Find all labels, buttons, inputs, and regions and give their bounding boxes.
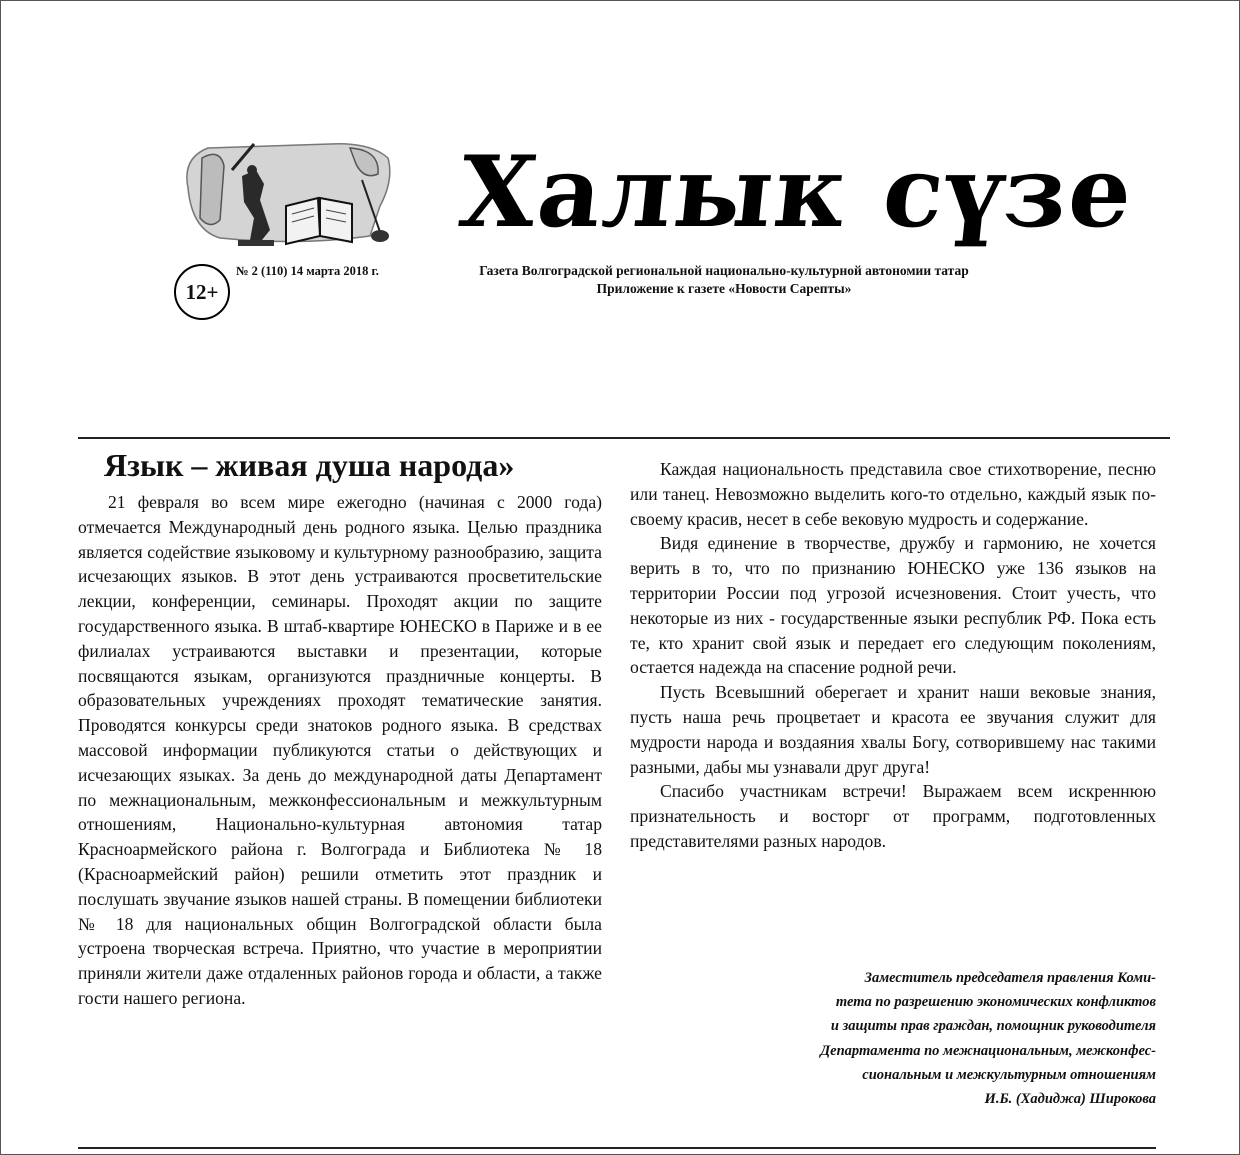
top-divider [78, 437, 1170, 439]
newspaper-title: Халык сүзе [454, 135, 1140, 250]
bottom-divider [78, 1147, 1156, 1149]
article-paragraph: Спасибо участникам встречи! Выражаем всем искреннюю признательность и восторг от программ, подготовленных представителями разных народов. [630, 781, 1156, 851]
article-paragraph: Пусть Всевышний оберегает и хранит наши вековые знания, пусть наша речь процветает и красота ее звучания служит для мудрости народа и воздаяния хвалы Богу, сотворившему нас такими разными, дабы мы узнавали друг друга! [630, 682, 1156, 777]
article-paragraph: Видя единение в творчестве, дружбу и гармонию, не хочется верить в то, что по признанию ЮНЕСКО уже 136 языков на территории России под угрозой исчезновения. Стоит учесть, что некоторые из них - государственные языки республик РФ. Пока есть те, кто хранит свой язык и передает его следующим поколениям, остается надежда на спасение родной речи. [630, 533, 1156, 678]
emblem-illustration [180, 140, 400, 250]
signature-line: и защиты прав граждан, помощник руководителя [830, 1018, 1156, 1035]
signature-line: Департамента по межнациональным, межконфес- [820, 1042, 1156, 1059]
signature-line: Заместитель председателя правления Коми- [864, 970, 1156, 986]
signature-line: сиональным и межкультурным отношениям [862, 1066, 1156, 1083]
subtitle-line-2: Приложение к газете «Новости Сарепты» [596, 281, 852, 296]
article-paragraph: Каждая национальность представила свое стихотворение, песню или танец. Невозможно выделить кого-то отдельно, каждый язык по-своему красив, несет в себе вековую мудрость и содержание. [630, 459, 1156, 529]
article-paragraph: 21 февраля во всем мире ежегодно (начиная с 2000 года) отмечается Международный день родного языка. Целью праздника является содействие языковому и культурному разнообразию, защита исчезающих языков. В этот день устраиваются просветительские лекции, конференции, семинары. Проходят акции по защите государственного языка. В штаб-квартире ЮНЕСКО в Париже и в ее филиалах устраиваются выставки и презентации, которые посвящаются языкам, организуются праздничные концерты. В образовательных учреждениях проходят тематические занятия. Проводятся конкурсы среди знатоков родного языка. В средствах массовой информации публикуются статьи о действующих и исчезающих языках. За день до международной даты Департамент по межнациональным, межконфессиональным и межкультурным отношениям, Национально-культурная автономия татар Красноармейского района г. Волгограда и Библиотека № 18 (Красноармейский район) решили отметить этот праздник и послушать звучание языков нашей страны. В помещении библиотеки № 18 для национальных общин Волгоградской области была устроена творческая встреча. Приятно, что участие в мероприятии приняли жители даже отдаленных районов города и области, а также гости нашего региона. [78, 492, 602, 1008]
author-signature [630, 966, 1156, 1111]
newspaper-subtitle [412, 262, 1036, 298]
article-left-column [78, 490, 602, 1011]
issue-number-date: № 2 (110) 14 марта 2018 г. [236, 264, 379, 278]
age-rating-badge: 12+ [174, 264, 230, 320]
signature-line: тета по разрешению экономических конфликтов [835, 994, 1156, 1011]
signature-author-name: И.Б. (Хадиджа) Широкова [984, 1091, 1156, 1108]
newspaper-emblem [180, 140, 400, 250]
article-right-column [630, 457, 1156, 854]
subtitle-line-1: Газета Волгоградской региональной национально-культурной автономии татар [479, 263, 969, 278]
article-headline: Язык – живая душа народа» [104, 447, 515, 483]
